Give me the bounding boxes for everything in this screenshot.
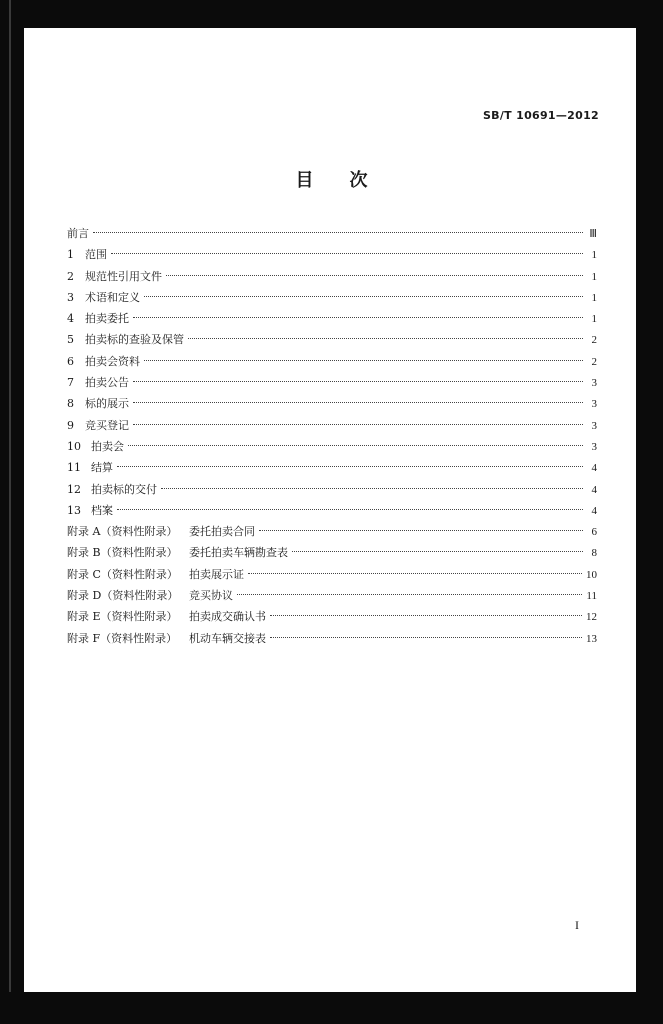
toc-number: 附录 C（资料性附录）	[67, 567, 178, 581]
toc-dot-leader	[93, 231, 583, 233]
toc-dot-leader	[133, 316, 583, 318]
toc-title: 委托拍卖合同	[189, 525, 255, 539]
toc-title: 拍卖会资料	[85, 354, 140, 368]
toc-page-number: 1	[591, 270, 597, 283]
toc-label	[67, 606, 266, 627]
toc-title: 范围	[85, 248, 107, 262]
toc-title: 档案	[91, 503, 113, 517]
toc-entry[interactable]	[67, 223, 597, 244]
toc-entry[interactable]	[67, 287, 597, 308]
toc-number: 13	[67, 503, 81, 517]
toc-page-number: 1	[591, 313, 597, 326]
toc-page-number: 10	[586, 568, 597, 581]
toc-number: 9	[67, 418, 74, 432]
toc-dot-leader	[259, 529, 583, 531]
toc-label	[67, 585, 233, 606]
toc-number: 附录 A（资料性附录）	[67, 525, 178, 539]
toc-dot-leader	[161, 487, 583, 489]
scan-border-right	[636, 0, 663, 1024]
toc-number: 10	[67, 439, 81, 453]
toc-dot-leader	[188, 337, 583, 339]
toc-label	[67, 436, 124, 457]
toc-entry[interactable]	[67, 479, 597, 500]
toc-entry[interactable]	[67, 372, 597, 393]
toc-page-number: 12	[586, 611, 597, 624]
toc-page-number: 4	[591, 483, 597, 496]
toc-dot-leader	[248, 572, 582, 574]
toc-label	[67, 244, 107, 265]
toc-entry[interactable]	[67, 606, 597, 627]
toc-number: 12	[67, 482, 81, 496]
toc-number: 1	[67, 248, 74, 262]
toc-label	[67, 372, 129, 393]
toc-number: 4	[67, 312, 74, 326]
toc-label	[67, 500, 113, 521]
toc-page-number: 11	[586, 590, 597, 603]
toc-number: 附录 F（资料性附录）	[67, 631, 178, 645]
toc-title: 拍卖委托	[85, 312, 129, 326]
table-of-contents	[67, 223, 597, 649]
toc-page-number: Ⅲ	[589, 228, 597, 240]
toc-entry[interactable]	[67, 266, 597, 287]
document-number: SB/T 10691—2012	[482, 109, 599, 122]
toc-label	[67, 415, 129, 436]
toc-entry[interactable]	[67, 500, 597, 521]
toc-number: 6	[67, 354, 74, 368]
toc-number: 3	[67, 290, 74, 304]
toc-number: 11	[67, 461, 81, 475]
toc-label	[67, 266, 162, 287]
toc-title: 竞买协议	[189, 589, 233, 603]
toc-label	[67, 564, 244, 585]
toc-page-number: 2	[591, 355, 597, 368]
toc-entry[interactable]	[67, 308, 597, 329]
toc-entry[interactable]	[67, 393, 597, 414]
toc-label	[67, 223, 89, 244]
toc-dot-leader	[270, 636, 582, 638]
toc-page-number: 1	[591, 291, 597, 304]
toc-dot-leader	[292, 550, 583, 552]
toc-page-number: 3	[591, 419, 597, 432]
toc-dot-leader	[166, 274, 583, 276]
toc-dot-leader	[237, 593, 582, 595]
toc-title: 拍卖展示证	[189, 567, 244, 581]
toc-label	[67, 287, 140, 308]
toc-label	[67, 457, 113, 478]
page-number: I	[575, 918, 579, 932]
toc-title: 术语和定义	[85, 290, 140, 304]
toc-page-number: 13	[586, 632, 597, 645]
toc-entry[interactable]	[67, 585, 597, 606]
toc-dot-leader	[128, 444, 583, 446]
scan-border-top	[0, 0, 663, 28]
scan-border-bottom	[0, 992, 663, 1024]
toc-entry[interactable]	[67, 436, 597, 457]
toc-dot-leader	[144, 359, 583, 361]
toc-page-number: 2	[591, 334, 597, 347]
toc-number: 附录 D（资料性附录）	[67, 589, 179, 603]
toc-title: 委托拍卖车辆勘查表	[189, 546, 288, 560]
toc-entry[interactable]	[67, 351, 597, 372]
toc-title: 前言	[67, 227, 89, 240]
toc-entry[interactable]	[67, 542, 597, 563]
toc-page-number: 3	[591, 398, 597, 411]
toc-label	[67, 542, 288, 563]
toc-number: 5	[67, 333, 74, 347]
toc-title: 规范性引用文件	[85, 269, 162, 283]
toc-title: 标的展示	[85, 397, 129, 411]
toc-entry[interactable]	[67, 415, 597, 436]
toc-title: 拍卖标的交付	[91, 482, 157, 496]
toc-page-number: 3	[591, 440, 597, 453]
toc-title: 拍卖会	[91, 439, 124, 453]
toc-dot-leader	[133, 401, 583, 403]
toc-dot-leader	[270, 614, 582, 616]
toc-page-number: 3	[591, 377, 597, 390]
toc-page-number: 6	[591, 526, 597, 539]
toc-entry[interactable]	[67, 329, 597, 350]
toc-label	[67, 308, 129, 329]
toc-dot-leader	[144, 295, 583, 297]
toc-label	[67, 393, 129, 414]
toc-title: 拍卖公告	[85, 376, 129, 390]
toc-number: 附录 E（资料性附录）	[67, 610, 178, 624]
toc-entry[interactable]	[67, 521, 597, 542]
toc-number: 附录 B（资料性附录）	[67, 546, 178, 560]
toc-title: 竞买登记	[85, 418, 129, 432]
toc-title: 结算	[91, 461, 113, 475]
toc-entry[interactable]	[67, 628, 597, 649]
scan-border-left	[0, 0, 24, 1024]
toc-title: 拍卖成交确认书	[189, 610, 266, 624]
toc-dot-leader	[117, 465, 583, 467]
toc-label	[67, 479, 157, 500]
toc-number: 2	[67, 269, 74, 283]
toc-title: 机动车辆交接表	[189, 631, 266, 645]
toc-page-number: 4	[591, 504, 597, 517]
toc-number: 8	[67, 397, 74, 411]
toc-label	[67, 521, 255, 542]
page-title: 目 次	[295, 170, 368, 191]
toc-page-number: 8	[591, 547, 597, 560]
toc-label	[67, 351, 140, 372]
toc-number: 7	[67, 376, 74, 390]
toc-entry[interactable]	[67, 564, 597, 585]
toc-dot-leader	[111, 252, 583, 254]
toc-dot-leader	[133, 380, 583, 382]
toc-entry[interactable]	[67, 457, 597, 478]
toc-dot-leader	[133, 423, 583, 425]
toc-dot-leader	[117, 508, 583, 510]
toc-label	[67, 329, 184, 350]
toc-label	[67, 628, 266, 649]
toc-entry[interactable]	[67, 244, 597, 265]
toc-page-number: 1	[591, 249, 597, 262]
toc-page-number: 4	[591, 462, 597, 475]
toc-title: 拍卖标的查验及保管	[85, 333, 184, 347]
